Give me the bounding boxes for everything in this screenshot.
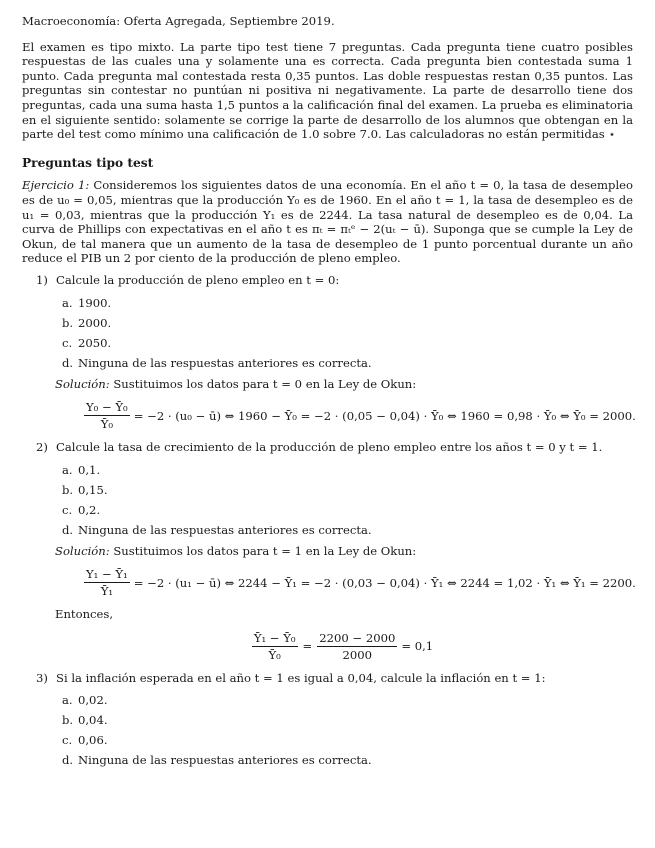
fraction: [317, 631, 397, 662]
question-text: Si la inflación esperada en el año t = 1 es igual a 0,04, calcule la inflación en t = 1:: [56, 670, 546, 685]
formula-growth: [22, 631, 633, 662]
option-letter: b.: [62, 482, 74, 497]
option-b: [62, 313, 633, 333]
option-letter: c.: [62, 502, 73, 517]
option-a: [62, 460, 633, 480]
option-letter: a.: [62, 693, 73, 708]
question-number: 2): [36, 440, 48, 455]
question-text: Calcule la producción de pleno empleo en t = 0:: [56, 272, 340, 287]
numerator: Y₀ − Ȳ₀: [86, 400, 128, 415]
formula-rest: = −2 · (u₀ − ū) ⇔ 1960 − Ȳ₀ = −2 · (0,05 − 0,04) · Ȳ₀ ⇔ 1960 = 0,98 · Ȳ₀ ⇔ Ȳ₀ = 2000.: [133, 408, 636, 423]
solution-text: Sustituimos los datos para t = 1 en la Ley de Okun:: [109, 543, 417, 558]
solution-2: [55, 544, 633, 559]
denominator: Ȳ₀: [268, 647, 281, 662]
option-b: [62, 480, 633, 500]
option-text: Ninguna de las respuestas anteriores es correcta.: [78, 522, 372, 537]
numerator: 2200 − 2000: [319, 630, 396, 645]
exercise-text: Consideremos los siguientes datos de una economía. En el año t = 0, la tasa de desempleo es de u₀ = 0,05, mientras que la producción Y₀ es de 1960. En el año t = 1, la tasa de desempleo es de u₁ = 0,03, mientras que la producción Y₁ es de 2244. La tasa natural de desempleo es de 0,04. La curva de Phillips con expectativas en el año t es πₜ = πₜᵉ − 2(uₜ − ū). Suponga que se cumple la Ley de Okun, de tal manera que un aumento de la tasa de desempleo de 1 punto porcentual durante un año reduce el PIB un 2 por ciento de la producción de pleno empleo.: [22, 178, 634, 266]
options-list-3: [62, 690, 633, 770]
option-c: [62, 333, 633, 353]
option-text: 0,04.: [78, 713, 108, 728]
option-d: [62, 750, 633, 770]
question-2: [36, 440, 633, 455]
option-letter: b.: [62, 315, 74, 330]
equals-sign: =: [302, 639, 313, 654]
option-letter: d.: [62, 753, 74, 768]
option-b: [62, 710, 633, 730]
numerator: Y₁ − Ȳ₁: [86, 567, 128, 582]
exercise-label: Ejercicio 1:: [22, 178, 90, 193]
option-d: [62, 520, 633, 540]
option-text: 0,1.: [78, 462, 101, 477]
option-letter: d.: [62, 355, 74, 370]
option-letter: c.: [62, 733, 73, 748]
option-text: 0,02.: [78, 693, 108, 708]
option-text: 1900.: [78, 295, 112, 310]
option-text: Ninguna de las respuestas anteriores es correcta.: [78, 753, 372, 768]
after-text: Entonces,: [55, 607, 114, 622]
option-text: 0,06.: [78, 733, 108, 748]
numerator: Ȳ₁ − Ȳ₀: [253, 630, 296, 645]
formula-2: [84, 567, 636, 599]
options-list-2: [62, 460, 633, 540]
option-letter: a.: [62, 295, 73, 310]
option-text: 2000.: [78, 315, 112, 330]
option-text: 0,2.: [78, 502, 101, 517]
page-title: Macroeconomía: Oferta Agregada, Septiembre 2019.: [22, 14, 335, 28]
intro-paragraph: El examen es tipo mixto. La parte tipo test tiene 7 preguntas. Cada pregunta tiene cuatro posibles respuestas de las cuales una y solamente una es correcta. Cada pregunta bien contestada suma 1 punto. Cada pregunta mal contestada resta 0,35 puntos. Las doble respuestas restan 0,35 puntos. Las preguntas sin contestar no puntúan ni positiva ni negativamente. La parte de desarrollo tiene dos preguntas, cada una suma hasta 1,5 puntos a la calificación final del examen. La prueba es eliminatoria en el siguiente sentido: solamente se corrige la parte de desarrollo de los alumnos que obtengan en la parte del test como mínimo una calificación de 1.0 sobre 7.0. Las calculadoras no están permitidas ⋆: [22, 39, 634, 142]
solution-text: Sustituimos los datos para t = 0 en la Ley de Okun:: [109, 376, 417, 391]
option-a: [62, 293, 633, 313]
option-text: Ninguna de las respuestas anteriores es correcta.: [78, 355, 372, 370]
denominator: Ȳ₀: [100, 417, 113, 432]
solution-1: [55, 377, 633, 392]
exercise-statement: [22, 178, 633, 266]
option-text: 2050.: [78, 335, 112, 350]
question-1: [36, 273, 633, 288]
denominator: Ȳ₁: [100, 584, 113, 599]
question-text: Calcule la tasa de crecimiento de la producción de pleno empleo entre los años t = 0 y t = 1.: [56, 440, 603, 455]
option-letter: d.: [62, 522, 74, 537]
formula-rest: = 0,1: [401, 639, 434, 654]
question-number: 1): [36, 272, 48, 287]
option-c: [62, 730, 633, 750]
denominator: 2000: [342, 647, 373, 662]
option-letter: b.: [62, 713, 74, 728]
fraction: [84, 567, 130, 598]
fraction: [252, 631, 298, 662]
question-3: [36, 671, 633, 686]
solution-label: Solución:: [55, 376, 110, 391]
option-d: [62, 353, 633, 373]
solution-label: Solución:: [55, 543, 110, 558]
fraction: [84, 400, 130, 431]
question-number: 3): [36, 670, 48, 685]
option-c: [62, 500, 633, 520]
formula-rest: = −2 · (u₁ − ū) ⇔ 2244 − Ȳ₁ = −2 · (0,03 − 0,04) · Ȳ₁ ⇔ 2244 = 1,02 · Ȳ₁ ⇔ Ȳ₁ = 2200.: [133, 575, 636, 590]
formula-1: [84, 400, 636, 432]
options-list-1: [62, 293, 633, 373]
option-text: 0,15.: [78, 482, 108, 497]
option-a: [62, 690, 633, 710]
option-letter: a.: [62, 462, 73, 477]
option-letter: c.: [62, 335, 73, 350]
section-title: Preguntas tipo test: [22, 155, 154, 170]
